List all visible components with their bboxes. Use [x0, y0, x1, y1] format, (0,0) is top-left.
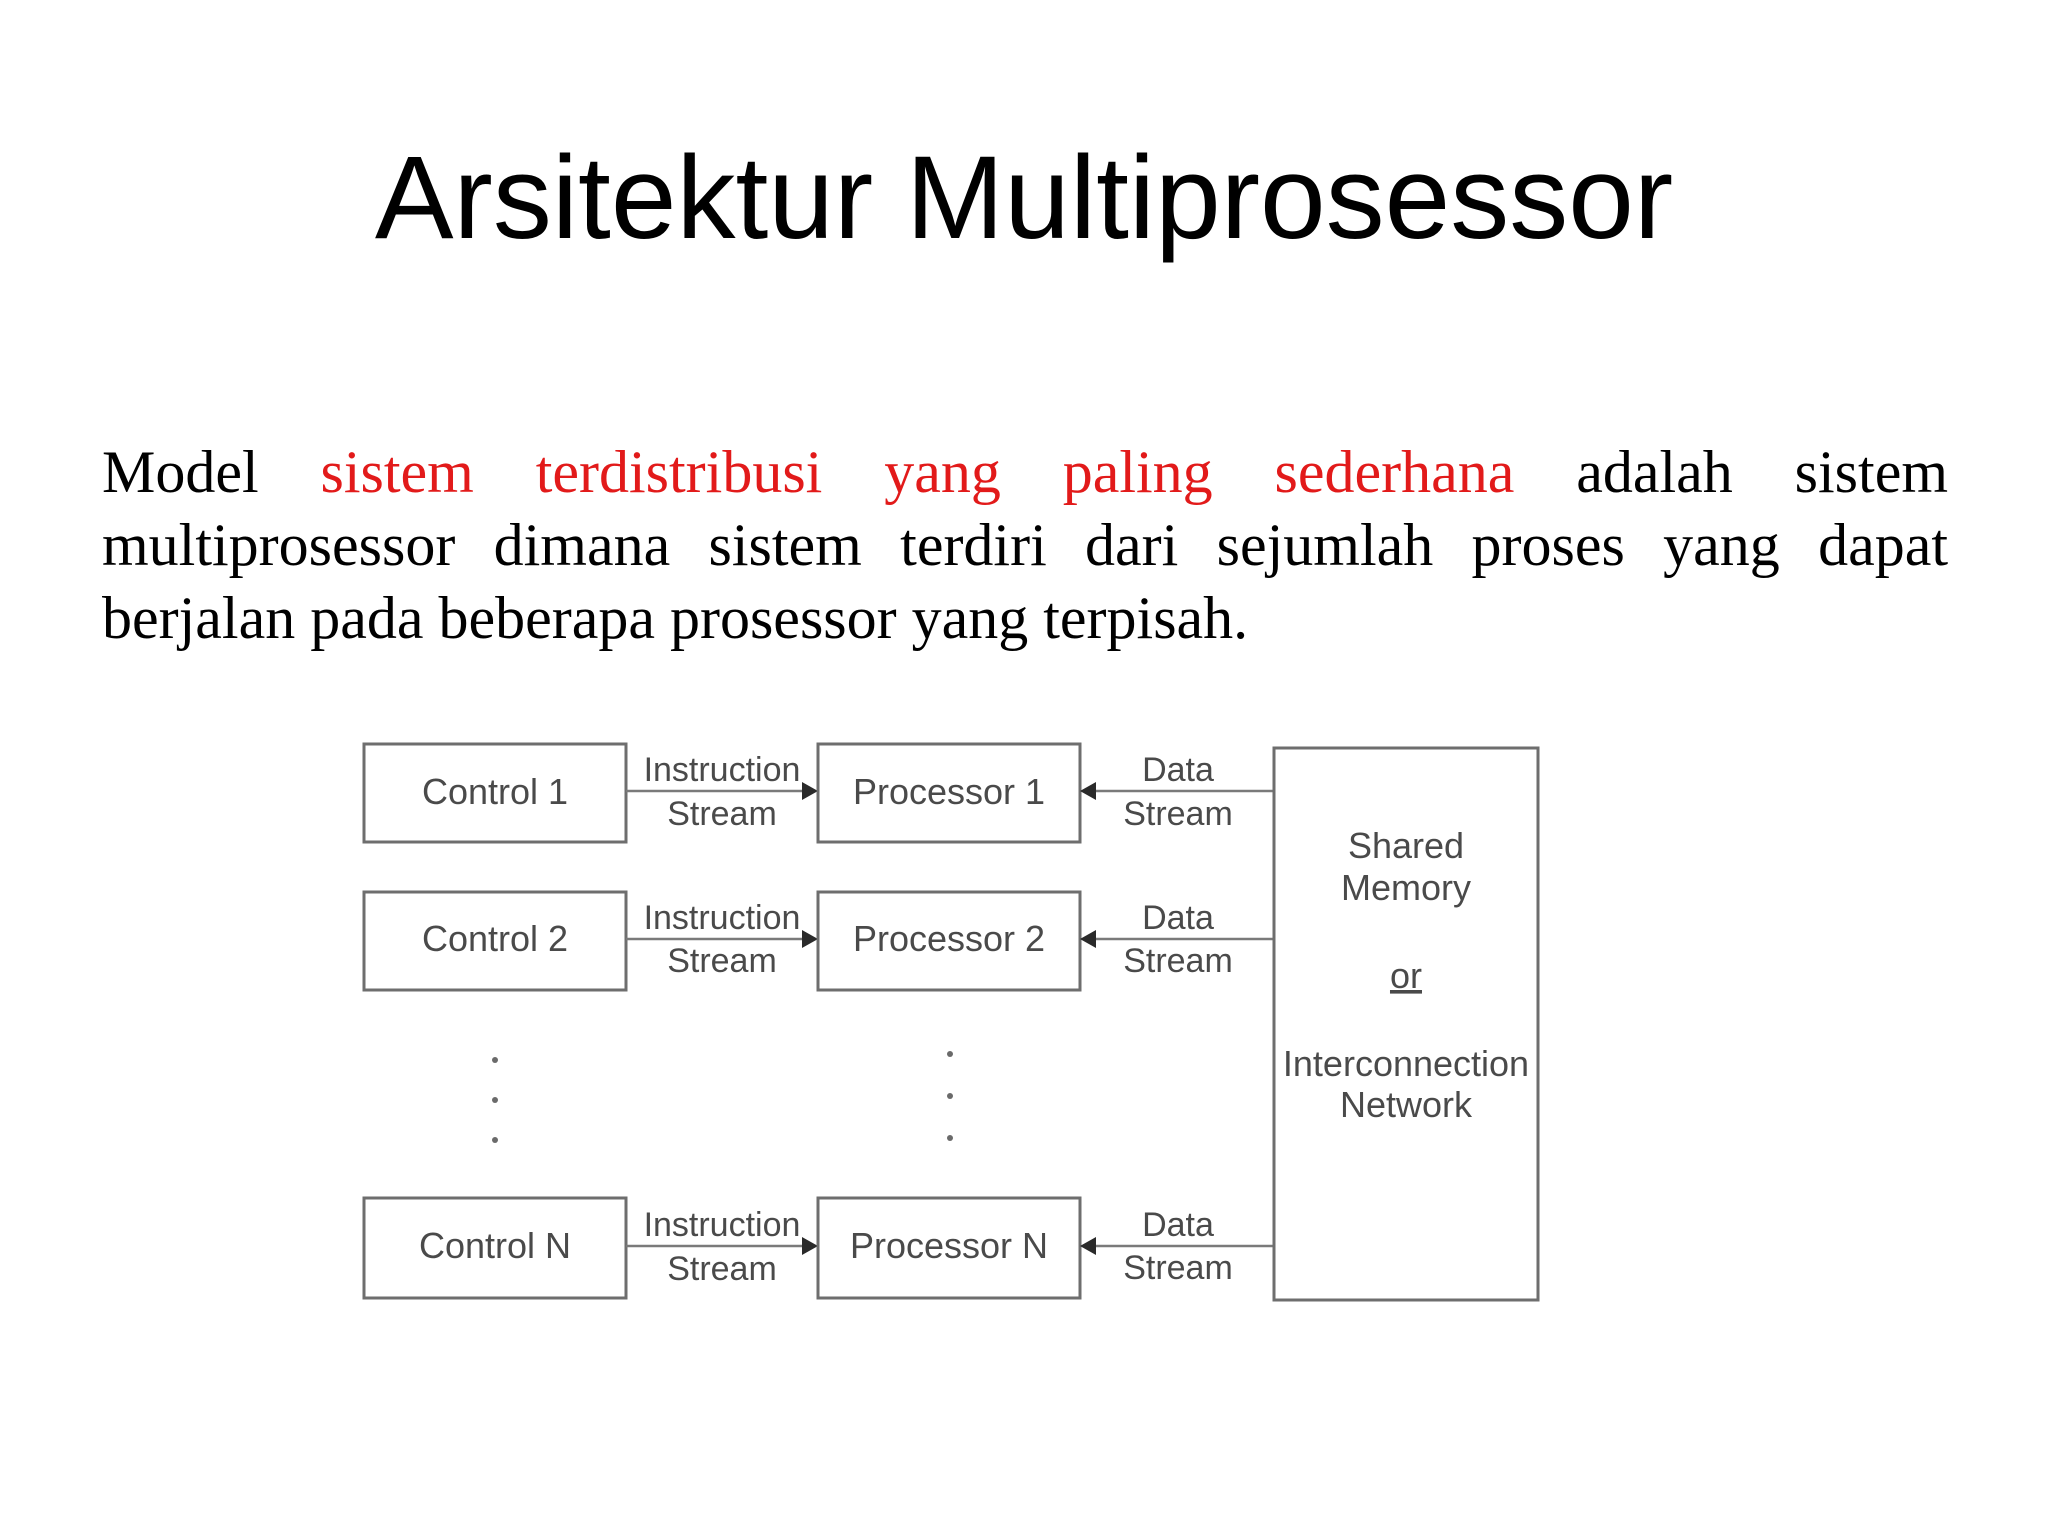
- data-label-na: Data: [1142, 1206, 1214, 1244]
- ellipsis-dot: [947, 1051, 953, 1057]
- ellipsis-dot: [492, 1137, 498, 1143]
- data-label-nb: Stream: [1123, 1249, 1233, 1287]
- instruction-arrowhead-1: [802, 782, 818, 800]
- paragraph-text-after: adalah sistem multiprosessor dimana sistem terdiri dari sejumlah proses yang dapat berjalan pada beberapa prosessor yang terpisah.: [102, 439, 1949, 651]
- data-label-2a: Data: [1142, 899, 1214, 937]
- shared-label-line3: or: [1389, 955, 1423, 996]
- shared-label-line4: Interconnection: [1282, 1043, 1530, 1084]
- instruction-label-2a: Instruction: [643, 899, 801, 937]
- slide-title: Arsitektur Multiprosessor: [374, 132, 1674, 264]
- ellipsis-dot: [492, 1057, 498, 1063]
- instruction-label-na: Instruction: [643, 1206, 801, 1244]
- shared-label-line2: Memory: [1340, 867, 1472, 908]
- instruction-label-nb: Stream: [667, 1250, 777, 1288]
- ellipsis-dot: [947, 1093, 953, 1099]
- diagram-row-2: [364, 892, 1274, 990]
- data-arrowhead-n: [1080, 1237, 1096, 1255]
- control-label-n: Control N: [418, 1225, 572, 1266]
- instruction-label-1b: Stream: [667, 795, 777, 833]
- instruction-arrowhead-n: [802, 1237, 818, 1255]
- ellipsis-dots-processor: [947, 1051, 953, 1141]
- control-label-1: Control 1: [421, 771, 569, 812]
- ellipsis-dot: [492, 1097, 498, 1103]
- shared-label-line5: Network: [1339, 1084, 1473, 1125]
- data-label-2b: Stream: [1123, 942, 1233, 980]
- diagram-row-n: [364, 1198, 1274, 1298]
- ellipsis-dot: [947, 1135, 953, 1141]
- processor-label-1: Processor 1: [852, 771, 1046, 812]
- shared-label-line1: Shared: [1347, 825, 1465, 866]
- paragraph-highlight: sistem terdistribusi yang paling sederhana: [320, 439, 1515, 505]
- processor-label-n: Processor N: [849, 1225, 1049, 1266]
- shared-memory-block: [1274, 748, 1538, 1300]
- instruction-label-2b: Stream: [667, 942, 777, 980]
- diagram-row-1: [364, 744, 1274, 842]
- data-label-1b: Stream: [1123, 795, 1233, 833]
- instruction-label-1a: Instruction: [643, 751, 801, 789]
- data-arrowhead-1: [1080, 782, 1096, 800]
- data-arrowhead-2: [1080, 930, 1096, 948]
- data-label-1a: Data: [1142, 751, 1214, 789]
- instruction-arrowhead-2: [802, 930, 818, 948]
- processor-label-2: Processor 2: [852, 918, 1046, 959]
- ellipsis-dots-control: [492, 1057, 498, 1143]
- control-label-2: Control 2: [421, 918, 569, 959]
- paragraph-text-before: Model: [102, 439, 321, 505]
